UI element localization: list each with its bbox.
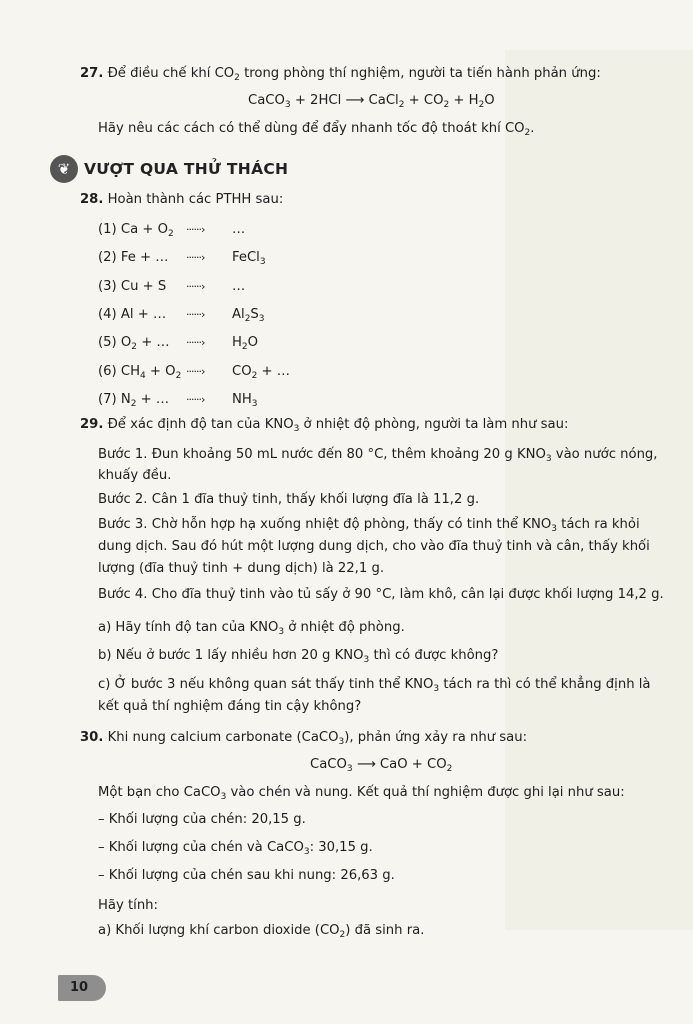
result-item-1: – Khối lượng của chén: 20,15 g.: [98, 812, 306, 827]
question-number: 27.: [80, 66, 104, 81]
subscript: 3: [433, 684, 440, 694]
subscript: 2: [234, 73, 240, 83]
subscript: 2: [167, 229, 174, 239]
subscript: 2: [131, 342, 137, 353]
subscript: 2: [251, 370, 258, 381]
subscript: 3: [293, 424, 300, 434]
subscript: 3: [363, 655, 370, 665]
subscript: 2: [478, 100, 485, 110]
formula-text: O: [247, 335, 259, 351]
reaction-lhs: [98, 390, 169, 410]
formula-text: + O: [145, 363, 176, 379]
formula-text: (2) Fe + …: [98, 250, 169, 266]
subscript: 3: [278, 627, 285, 637]
dotted-arrow-icon: ······›: [186, 392, 205, 406]
step-1-cont: khuấy đều.: [98, 468, 172, 483]
sub-question-text: a) Khối lượng khí carbon dioxide (CO: [98, 923, 340, 938]
question-30: [80, 728, 527, 748]
result-item-2: [98, 838, 373, 858]
question-text: Hoàn thành các PTHH sau:: [107, 192, 284, 207]
step-text: tách ra khỏi: [556, 517, 640, 532]
step-3: [98, 515, 640, 535]
question-30-a: [98, 921, 424, 941]
equation-part: CaCO: [310, 757, 347, 772]
page-number: 10: [70, 980, 89, 995]
question-text: trong phòng thí nghiệm, người ta tiến hành phản ứng:: [239, 66, 601, 81]
reaction-row: [98, 333, 338, 353]
question-text: Một bạn cho CaCO: [98, 785, 221, 800]
reaction-rhs: [232, 333, 258, 353]
sub-question-text: tách ra thì có thể khẳng định là: [439, 677, 651, 692]
question-29-c: [98, 675, 651, 695]
dotted-arrow-icon: ······›: [186, 223, 205, 236]
question-30-line1: [98, 783, 625, 803]
sub-question-text: b) Nếu ở bước 1 lấy nhiều hơn 20 g KNO: [98, 648, 364, 663]
sub-question-text: ) đã sinh ra.: [345, 923, 425, 938]
step-text: Bước 1. Đun khoảng 50 mL nước đến 80 °C, thêm khoảng 20 g KNO: [98, 447, 546, 462]
formula-text: (6) CH: [98, 363, 140, 379]
equation-part: + H: [449, 93, 479, 108]
subscript: 2: [524, 128, 531, 138]
reaction-lhs: [98, 248, 168, 268]
reaction-rhs: [232, 220, 245, 240]
reaction-lhs: [98, 362, 181, 382]
question-number: 30.: [80, 730, 104, 745]
formula-text: FeCl: [232, 250, 260, 266]
step-4: Bước 4. Cho đĩa thuỷ tinh vào tủ sấy ở 90 °C, làm khô, cân lại được khối lượng 14,2 g.: [98, 587, 664, 602]
question-text: Hãy nêu các cách có thể dùng để đẩy nhanh tốc độ thoát khí CO: [98, 121, 525, 136]
formula-text: NH: [232, 391, 252, 407]
reaction-equation: [310, 755, 452, 775]
formula-text: + …: [257, 363, 290, 379]
section-title: VƯỢT QUA THỬ THÁCH: [84, 160, 289, 178]
formula-text: …: [232, 222, 246, 237]
subscript: 3: [284, 100, 291, 110]
question-text: Để điều chế khí CO: [107, 66, 235, 81]
reaction-row: [98, 277, 338, 297]
equation-part: ⟶ CaO + CO: [352, 757, 447, 772]
step-text: vào nước nóng,: [551, 447, 658, 462]
question-28: [80, 190, 283, 210]
subscript: 3: [220, 792, 227, 802]
sub-question-text: ở nhiệt độ phòng.: [284, 620, 405, 635]
question-29-a: [98, 618, 405, 638]
formula-text: H: [232, 335, 242, 351]
formula-text: S: [250, 306, 259, 322]
dotted-arrow-icon: ······›: [186, 307, 205, 321]
subscript: 3: [545, 454, 552, 464]
question-text: vào chén và nung. Kết quả thí nghiệm được ghi lại như sau:: [226, 785, 625, 800]
dotted-arrow-icon: ······›: [186, 336, 205, 350]
subscript: 2: [339, 930, 346, 940]
sub-question-text: thì có được không?: [369, 648, 499, 663]
question-text: ở nhiệt độ phòng, người ta làm như sau:: [299, 417, 569, 432]
reaction-equation: [248, 91, 495, 111]
reaction-lhs: [98, 220, 174, 240]
question-29: [80, 415, 568, 435]
dotted-arrow-icon: ······›: [186, 251, 205, 265]
subscript: 2: [446, 764, 453, 774]
formula-text: (7) N: [98, 391, 131, 407]
subscript: 3: [303, 847, 310, 857]
equation-part: + CO: [404, 93, 444, 108]
subscript: 3: [551, 524, 557, 534]
subscript: 4: [140, 370, 146, 381]
sub-question-text: a) Hãy tính độ tan của KNO: [98, 620, 279, 635]
subscript: 2: [244, 313, 251, 324]
formula-text: (4) Al + …: [98, 306, 167, 322]
step-3-cont: dung dịch. Sau đó hút một lượng dung dịch, cho vào đĩa thuỷ tinh và cân, thấy khối: [98, 539, 650, 554]
question-number: 29.: [80, 417, 104, 432]
question-27: [80, 64, 601, 84]
formula-text: + …: [136, 391, 170, 407]
question-number: 28.: [80, 192, 104, 207]
reaction-rhs: [232, 390, 258, 410]
reaction-row: [98, 248, 338, 268]
formula-text: + …: [137, 335, 170, 351]
question-text: .: [530, 121, 535, 136]
question-29-c-cont: kết quả thí nghiệm đáng tin cậy không?: [98, 699, 362, 714]
formula-text: (3) Cu + S: [98, 278, 167, 294]
reaction-row: [98, 305, 338, 325]
subscript: 2: [130, 398, 137, 409]
formula-text: Al: [232, 306, 245, 322]
question-29-b: [98, 646, 498, 666]
question-27-ask: [98, 119, 534, 139]
result-text: – Khối lượng của chén và CaCO: [98, 840, 304, 855]
subscript: 2: [398, 100, 405, 110]
subscript: 3: [258, 313, 265, 324]
formula-text: (5) O: [98, 335, 132, 351]
subscript: 2: [241, 342, 248, 353]
question-text: Khi nung calcium carbonate (CaCO: [107, 730, 339, 745]
equation-part: + 2HCl ⟶ CaCl: [290, 93, 399, 108]
reaction-rhs: [232, 362, 290, 382]
reaction-rhs: [232, 277, 245, 297]
result-text: : 30,15 g.: [309, 840, 373, 855]
result-item-3: – Khối lượng của chén sau khi nung: 26,63 g.: [98, 868, 395, 883]
reaction-rhs: [232, 248, 266, 268]
dotted-arrow-icon: ······›: [186, 279, 205, 293]
reaction-lhs: [98, 277, 166, 297]
sub-question-text: c) Ở bước 3 nếu không quan sát thấy tinh thể KNO: [98, 677, 434, 692]
reaction-row: [98, 390, 338, 410]
reaction-row: [98, 362, 338, 382]
step-2: Bước 2. Cân 1 đĩa thuỷ tinh, thấy khối lượng đĩa là 11,2 g.: [98, 492, 480, 507]
subscript: 3: [346, 764, 353, 774]
step-text: Bước 3. Chờ hỗn hợp hạ xuống nhiệt độ phòng, thấy có tinh thể KNO: [98, 517, 552, 532]
step-3-cont2: lượng (đĩa thuỷ tinh + dung dịch) là 22,1 g.: [98, 561, 385, 576]
question-text: Để xác định độ tan của KNO: [107, 417, 294, 432]
dotted-arrow-icon: ······›: [186, 364, 205, 378]
subscript: 3: [251, 398, 258, 409]
reaction-lhs: [98, 333, 170, 353]
subscript: 3: [338, 737, 345, 747]
question-30-ask: Hãy tính:: [98, 898, 158, 913]
question-text: ), phản ứng xảy ra như sau:: [344, 730, 528, 745]
formula-text: (1) Ca + O: [98, 222, 168, 237]
formula-text: …: [232, 278, 246, 294]
subscript: 2: [175, 370, 182, 381]
step-1: [98, 445, 658, 465]
subscript: 2: [443, 100, 450, 110]
formula-text: CO: [232, 363, 252, 379]
subscript: 3: [259, 257, 266, 268]
equation-part: CaCO: [248, 93, 285, 108]
reaction-rhs: [232, 305, 265, 325]
reaction-row: [98, 220, 338, 240]
equation-part: O: [484, 93, 495, 108]
leaf-icon: ❦: [50, 155, 78, 183]
reaction-lhs: [98, 305, 166, 325]
